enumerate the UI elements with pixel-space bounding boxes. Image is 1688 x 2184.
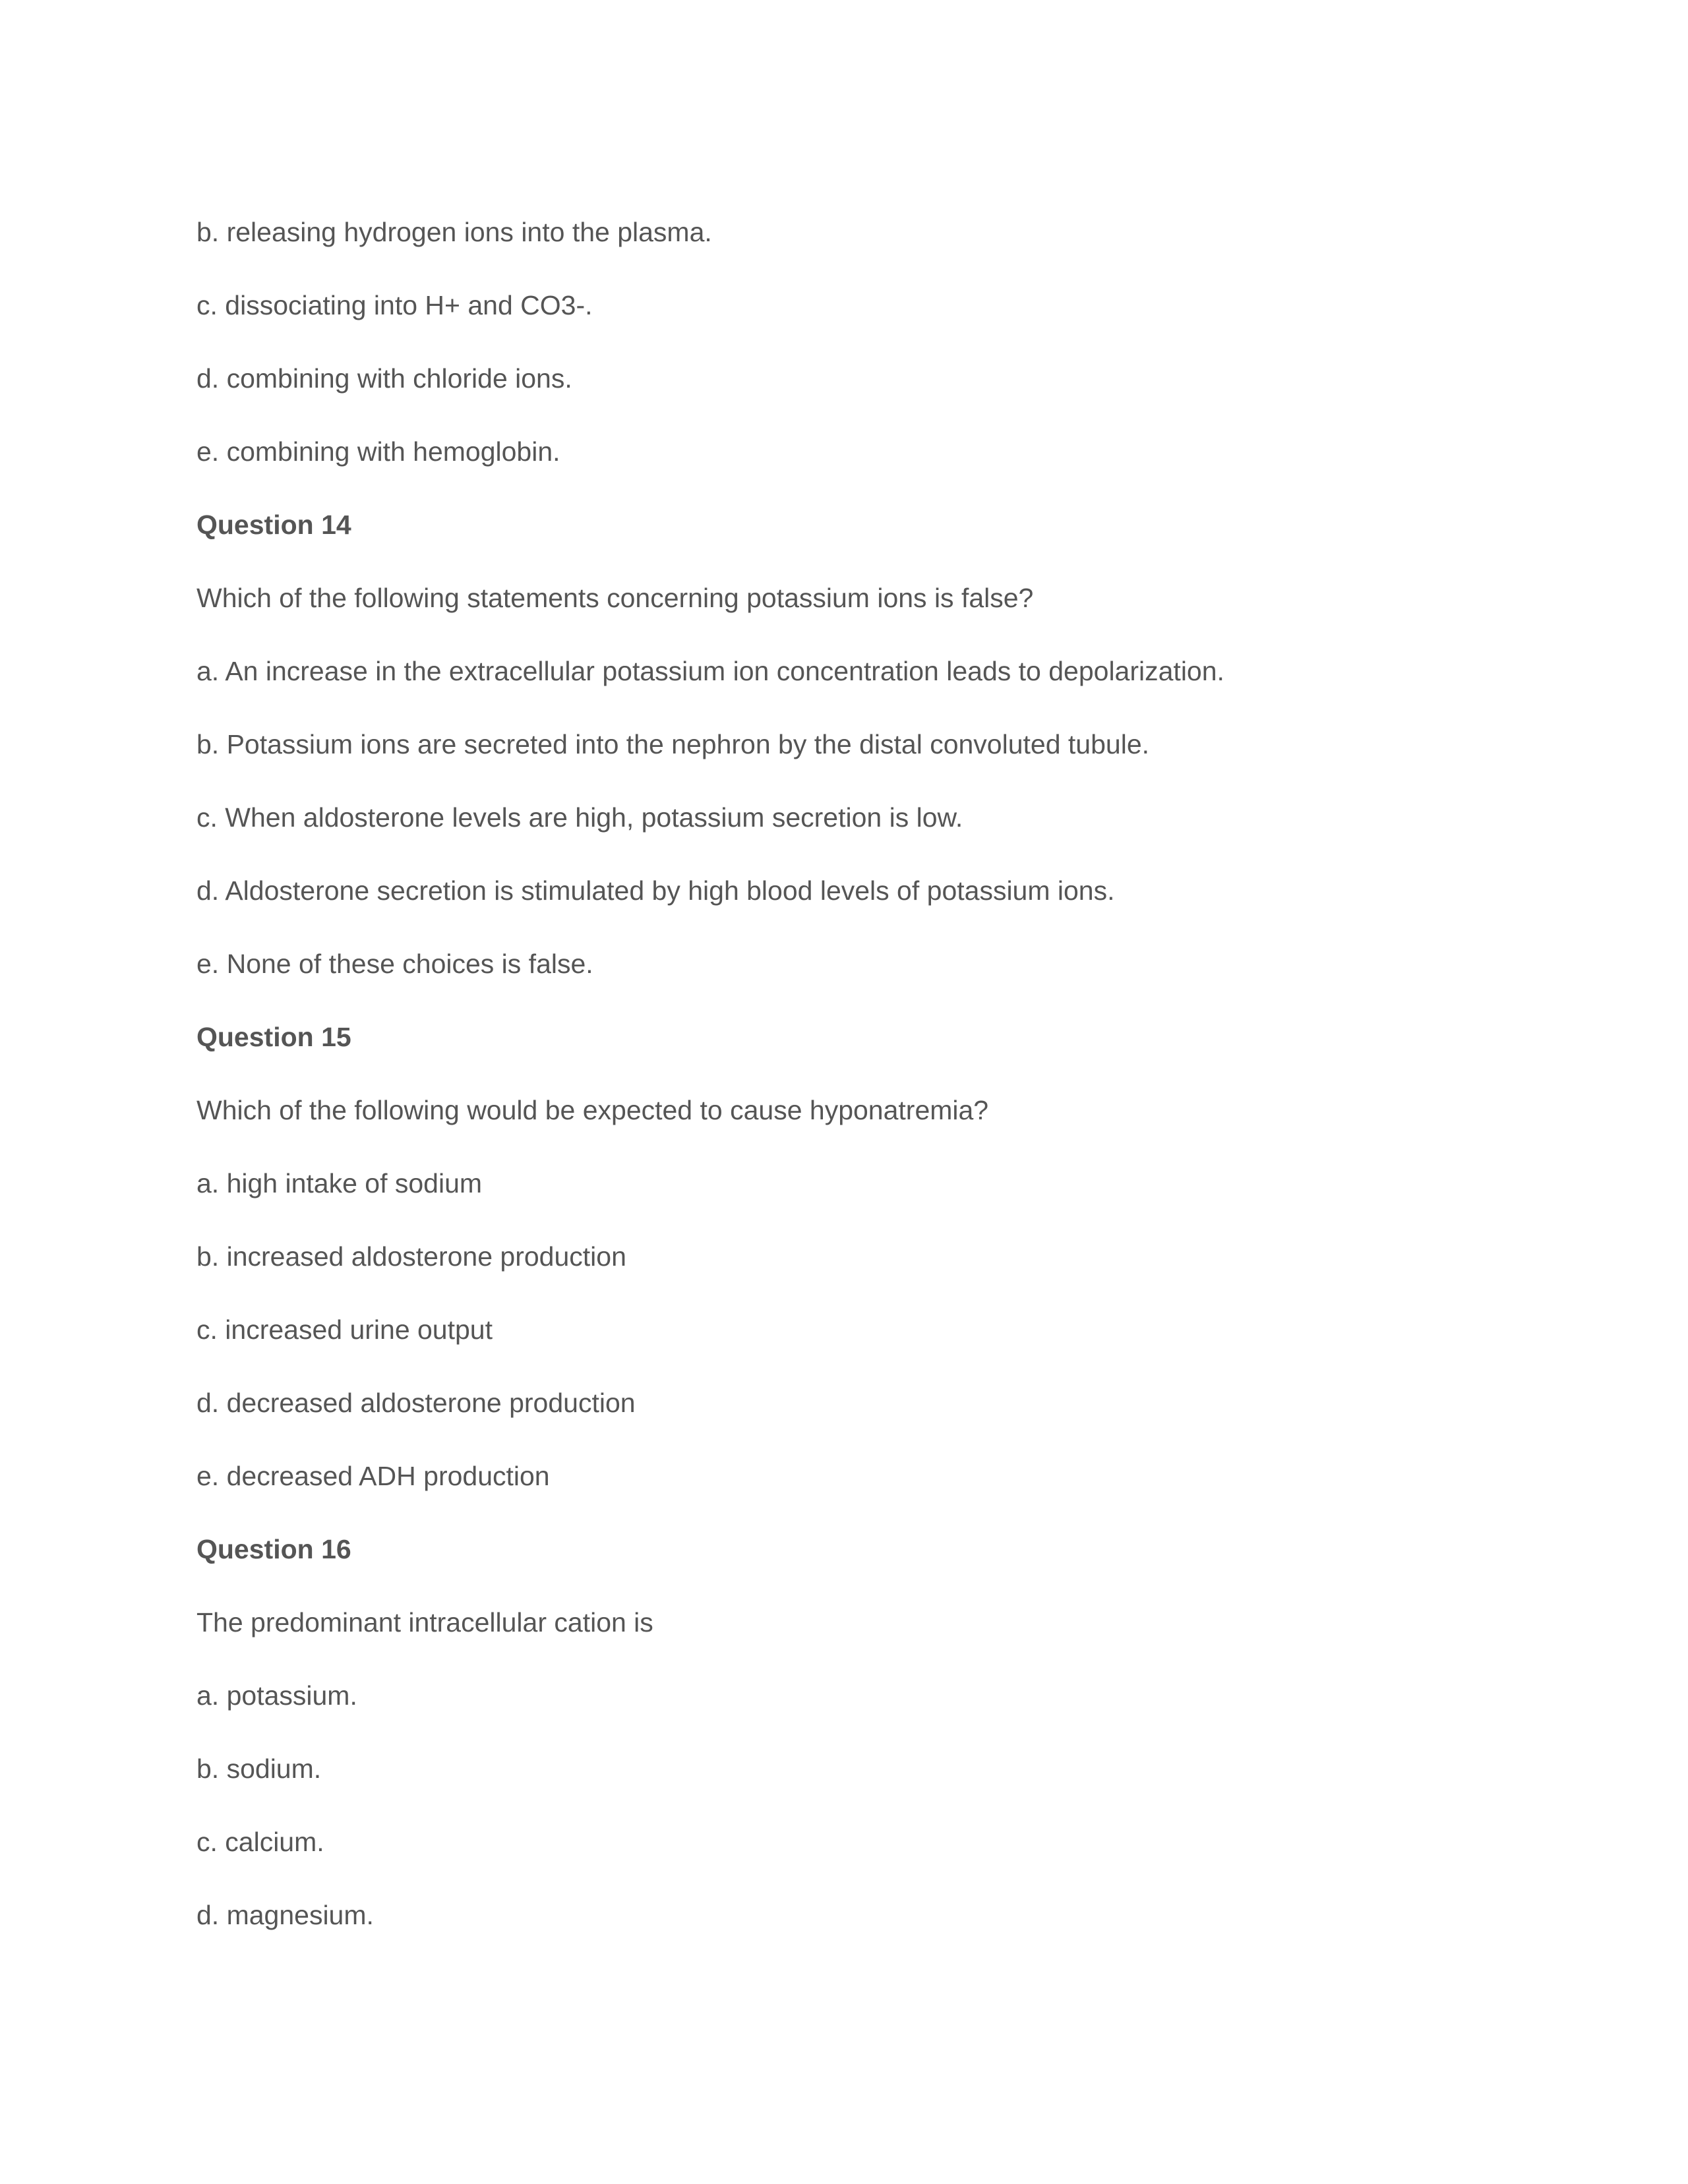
question-heading: Question 14 [196, 510, 351, 540]
question-heading: Question 15 [196, 1022, 351, 1052]
answer-option: b. Potassium ions are secreted into the nephron by the distal convoluted tubule. [196, 729, 1150, 759]
answer-option: e. None of these choices is false. [196, 949, 593, 979]
answer-option: b. releasing hydrogen ions into the plasma. [196, 217, 712, 247]
answer-option: a. An increase in the extracellular potassium ion concentration leads to depolarization. [196, 656, 1224, 686]
answer-option: a. high intake of sodium [196, 1168, 483, 1198]
question-prompt: The predominant intracellular cation is [196, 1607, 653, 1638]
answer-option: c. When aldosterone levels are high, potassium secretion is low. [196, 802, 963, 833]
answer-option: d. combining with chloride ions. [196, 363, 572, 394]
question-heading: Question 16 [196, 1534, 351, 1564]
answer-option: c. dissociating into H+ and CO3-. [196, 290, 593, 320]
answer-option: c. increased urine output [196, 1314, 493, 1345]
question-prompt: Which of the following would be expected to cause hyponatremia? [196, 1095, 989, 1125]
answer-option: e. decreased ADH production [196, 1461, 550, 1491]
answer-option: d. decreased aldosterone production [196, 1388, 636, 1418]
answer-option: b. increased aldosterone production [196, 1241, 626, 1272]
answer-option: d. magnesium. [196, 1900, 374, 1930]
answer-option: c. calcium. [196, 1827, 324, 1857]
answer-option: e. combining with hemoglobin. [196, 436, 560, 467]
answer-option: d. Aldosterone secretion is stimulated by high blood levels of potassium ions. [196, 875, 1115, 906]
document-content [196, 216, 1515, 1972]
question-prompt: Which of the following statements concerning potassium ions is false? [196, 583, 1034, 613]
answer-option: a. potassium. [196, 1680, 357, 1711]
answer-option: b. sodium. [196, 1754, 322, 1784]
